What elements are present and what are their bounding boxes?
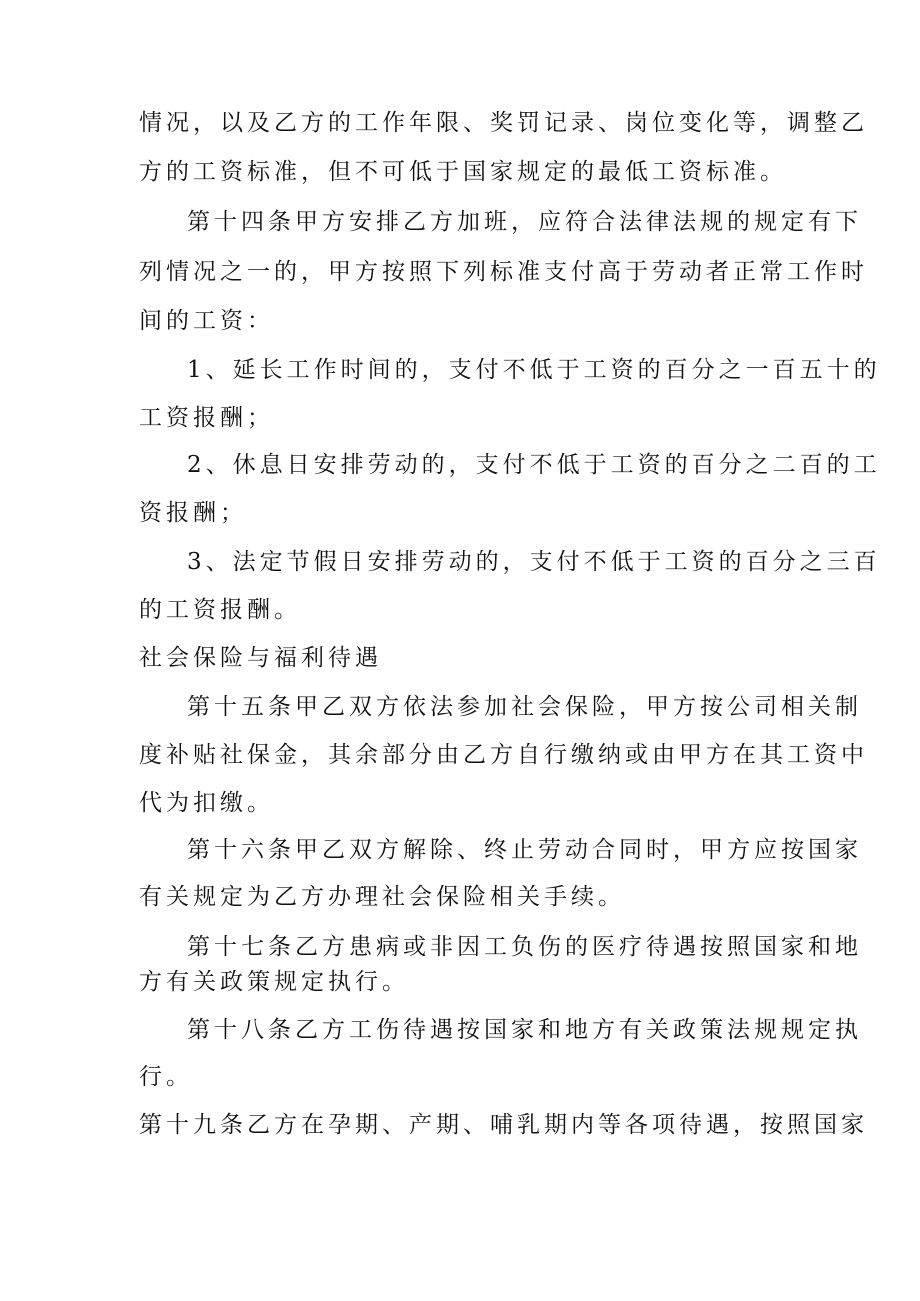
list-item-1: 1、延长工作时间的，支付不低于工资的百分之一百五十的 xyxy=(187,357,881,383)
text-line: 行。 xyxy=(139,1064,193,1090)
article-15-heading-line: 第十五条甲乙双方依法参加社会保险，甲方按公司相关制 xyxy=(187,694,862,720)
text-line: 间的工资： xyxy=(139,308,274,334)
article-17-heading-line: 第十七条乙方患病或非因工负伤的医疗待遇按照国家和地 xyxy=(187,934,862,960)
text-line: 方有关政策规定执行。 xyxy=(139,969,409,995)
text-line: 度补贴社保金，其余部分由乙方自行缴纳或由甲方在其工资中 xyxy=(139,742,868,768)
text-line: 列情况之一的，甲方按照下列标准支付高于劳动者正常工作时 xyxy=(139,259,868,285)
article-18-heading-line: 第十八条乙方工伤待遇按国家和地方有关政策法规规定执 xyxy=(187,1017,862,1043)
list-item-3: 3、法定节假日安排劳动的，支付不低于工资的百分之三百 xyxy=(187,549,881,575)
section-heading: 社会保险与福利待遇 xyxy=(139,645,382,671)
text-line: 情况，以及乙方的工作年限、奖罚记录、岗位变化等，调整乙 xyxy=(139,110,868,136)
article-14-heading-line: 第十四条甲方安排乙方加班，应符合法律法规的规定有下 xyxy=(187,209,862,235)
text-line: 有关规定为乙方办理社会保险相关手续。 xyxy=(139,884,625,910)
text-line: 资报酬； xyxy=(139,500,247,526)
text-line: 的工资报酬。 xyxy=(139,597,301,623)
article-16-heading-line: 第十六条甲乙双方解除、终止劳动合同时，甲方应按国家 xyxy=(187,837,862,863)
text-line: 工资报酬； xyxy=(139,405,274,431)
text-line: 方的工资标准，但不可低于国家规定的最低工资标准。 xyxy=(139,159,787,185)
list-item-2: 2、休息日安排劳动的，支付不低于工资的百分之二百的工 xyxy=(187,452,881,478)
article-19-heading-line: 第十九条乙方在孕期、产期、哺乳期内等各项待遇，按照国家 xyxy=(139,1112,868,1138)
text-line: 代为扣缴。 xyxy=(139,790,274,816)
